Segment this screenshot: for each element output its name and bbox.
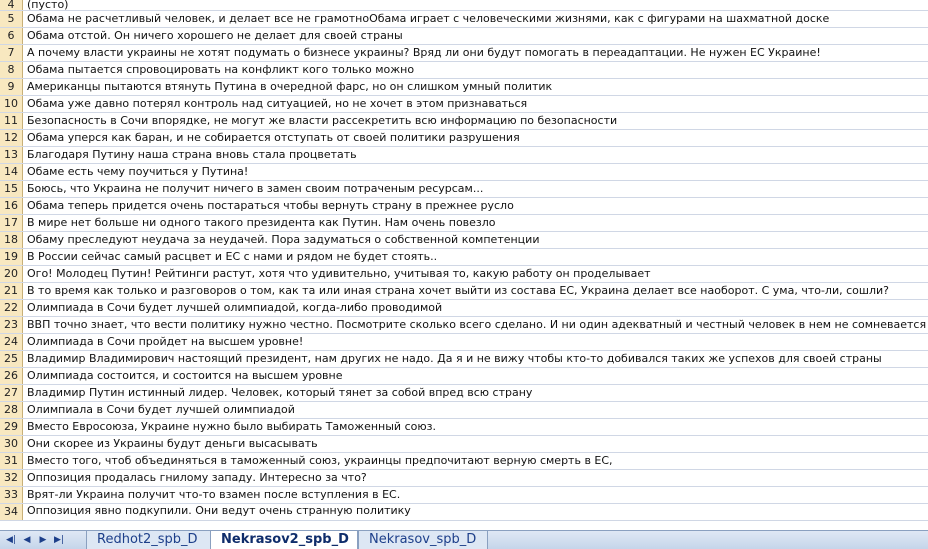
row-header[interactable]: 8 (0, 62, 23, 78)
table-row[interactable] (0, 45, 928, 62)
cell[interactable]: В то время как только и разговоров о том, как та или иная страна хочет выйти из состава ЕС, Украина делает все наоборот. С ума, что-ли, сошли? (27, 284, 889, 297)
cell[interactable]: Благодаря Путину наша страна вновь стала процветать (27, 148, 357, 161)
table-row[interactable] (0, 113, 928, 130)
cell[interactable]: Ого! Молодец Путин! Рейтинги растут, хотя что удивительно, учитывая то, какую работу он проделывает (27, 267, 651, 280)
table-row[interactable] (0, 96, 928, 113)
cell[interactable]: Американцы пытаются втянуть Путина в очередной фарс, но он слишком умный политик (27, 80, 553, 93)
row-header[interactable]: 14 (0, 164, 23, 180)
table-row[interactable] (0, 419, 928, 436)
row-header[interactable]: 17 (0, 215, 23, 231)
table-row[interactable] (0, 402, 928, 419)
row-header[interactable]: 6 (0, 28, 23, 44)
table-row[interactable] (0, 436, 928, 453)
sheet-tab-bar (0, 530, 928, 549)
sheet-tab-redhot2[interactable]: Redhot2_spb_D (86, 531, 212, 549)
cell[interactable]: А почему власти украины не хотят подумать о бизнесе украины? Вряд ли они будут помогать в переадаптации. Не нужен ЕС Украине! (27, 46, 821, 59)
table-row[interactable] (0, 181, 928, 198)
cell[interactable]: Олимпиада в Сочи будет лучшей олимпиадой, когда-либо проводимой (27, 301, 443, 314)
table-row[interactable] (0, 504, 928, 521)
table-row[interactable] (0, 0, 928, 11)
table-row[interactable] (0, 11, 928, 28)
table-row[interactable] (0, 164, 928, 181)
table-row[interactable] (0, 249, 928, 266)
row-header[interactable]: 29 (0, 419, 23, 435)
table-row[interactable] (0, 334, 928, 351)
cell[interactable]: Обама уперся как баран, и не собирается отступать от своей политики разрушения (27, 131, 520, 144)
row-header[interactable]: 19 (0, 249, 23, 265)
table-row[interactable] (0, 62, 928, 79)
row-header[interactable]: 30 (0, 436, 23, 452)
table-row[interactable] (0, 198, 928, 215)
row-header[interactable]: 32 (0, 470, 23, 486)
table-row[interactable] (0, 470, 928, 487)
row-header[interactable]: 28 (0, 402, 23, 418)
table-row[interactable] (0, 283, 928, 300)
cell[interactable]: ВВП точно знает, что вести политику нужно честно. Посмотрите сколько всего сделано. И ни один адекватный и честный человек в нем не сомневается (27, 318, 927, 331)
table-row[interactable] (0, 300, 928, 317)
row-header[interactable]: 15 (0, 181, 23, 197)
sheet-tab-nekrasov2[interactable]: Nekrasov2_spb_D (210, 531, 358, 549)
cell[interactable]: Олимпиада состоится, и состоится на высшем уровне (27, 369, 343, 382)
prev-sheet-button[interactable]: ◀ (23, 535, 31, 545)
cell[interactable]: В мире нет больше ни одного такого президента как Путин. Нам очень повезло (27, 216, 496, 229)
cell[interactable]: Вместо Евросоюза, Украине нужно было выбирать Таможенный союз. (27, 420, 436, 433)
cell[interactable]: (пусто) (27, 0, 69, 10)
sheet-tab-nekrasov[interactable]: Nekrasov_spb_D (358, 531, 488, 549)
cell[interactable]: Врят-ли Украина получит что-то взамен после вступления в ЕС. (27, 488, 401, 501)
cell[interactable]: Обама отстой. Он ничего хорошего не делает для своей страны (27, 29, 403, 42)
row-header[interactable]: 31 (0, 453, 23, 469)
table-row[interactable] (0, 266, 928, 283)
table-row[interactable] (0, 232, 928, 249)
table-row[interactable] (0, 215, 928, 232)
row-header[interactable]: 5 (0, 11, 23, 27)
table-row[interactable] (0, 28, 928, 45)
cell[interactable]: Боюсь, что Украина не получит ничего в замен своим потраченым ресурсам... (27, 182, 484, 195)
first-sheet-button[interactable]: ◀| (6, 535, 16, 545)
cell[interactable]: Оппозиция явно подкупили. Они ведут очень странную политику (27, 504, 411, 517)
cell[interactable]: Обаме есть чему поучиться у Путина! (27, 165, 249, 178)
cell[interactable]: В России сейчас самый расцвет и ЕС с нами и рядом не будет стоять.. (27, 250, 438, 263)
row-header[interactable]: 10 (0, 96, 23, 112)
last-sheet-button[interactable]: ▶| (54, 535, 64, 545)
cell[interactable]: Олимпиада в Сочи пройдет на высшем уровне! (27, 335, 304, 348)
table-row[interactable] (0, 317, 928, 334)
table-row[interactable] (0, 351, 928, 368)
row-header[interactable]: 11 (0, 113, 23, 129)
cell[interactable]: Владимир Владимирович настоящий президент, нам других не надо. Да я и не вижу чтобы кто-то добивался таких же успехов для своей страны (27, 352, 882, 365)
table-row[interactable] (0, 453, 928, 470)
table-row[interactable] (0, 130, 928, 147)
cell[interactable]: Олимпиала в Сочи будет лучшей олимпиадой (27, 403, 295, 416)
table-row[interactable] (0, 79, 928, 96)
row-header[interactable]: 24 (0, 334, 23, 350)
table-row[interactable] (0, 147, 928, 164)
table-row[interactable] (0, 385, 928, 402)
cell[interactable]: Оппозиция продалась гнилому западу. Интересно за что? (27, 471, 367, 484)
row-header[interactable]: 26 (0, 368, 23, 384)
row-header[interactable]: 27 (0, 385, 23, 401)
cell[interactable]: Обаму преследуют неудача за неудачей. Пора задуматься о собственной компетенции (27, 233, 540, 246)
row-header[interactable]: 34 (0, 504, 23, 520)
row-header[interactable]: 16 (0, 198, 23, 214)
row-header[interactable]: 25 (0, 351, 23, 367)
row-header[interactable]: 12 (0, 130, 23, 146)
next-sheet-button[interactable]: ▶ (39, 535, 47, 545)
row-header[interactable]: 20 (0, 266, 23, 282)
row-header[interactable]: 23 (0, 317, 23, 333)
cell[interactable]: Обама пытается спровоцировать на конфликт кого только можно (27, 63, 415, 76)
row-header[interactable]: 21 (0, 283, 23, 299)
row-header[interactable]: 18 (0, 232, 23, 248)
cell[interactable]: Владимир Путин истинный лидер. Человек, который тянет за собой впред всю страну (27, 386, 533, 399)
row-header[interactable]: 4 (0, 0, 23, 10)
cell[interactable]: Обама уже давно потерял контроль над ситуацией, но не хочет в этом признаваться (27, 97, 528, 110)
cell[interactable]: Безопасноcть в Сочи впорядке, не могут же власти рассекретить всю информацию по безопасности (27, 114, 618, 127)
row-header[interactable]: 9 (0, 79, 23, 95)
row-header[interactable]: 7 (0, 45, 23, 61)
table-row[interactable] (0, 487, 928, 504)
row-header[interactable]: 33 (0, 487, 23, 503)
row-header[interactable]: 13 (0, 147, 23, 163)
cell[interactable]: Обама не расчетливый человек, и делает все не грамотноОбама играет с человеческими жизнями, как с фигурами на шахматной доске (27, 12, 830, 25)
cell[interactable]: Обама теперь придется очень постараться чтобы вернуть страну в прежнее русло (27, 199, 514, 212)
row-header[interactable]: 22 (0, 300, 23, 316)
cell[interactable]: Вместо того, чтоб объединяться в таможенный союз, украинцы предпочитают верную смерть в ЕС, (27, 454, 613, 467)
table-row[interactable] (0, 368, 928, 385)
cell[interactable]: Они скорее из Украины будут деньги высасывать (27, 437, 318, 450)
